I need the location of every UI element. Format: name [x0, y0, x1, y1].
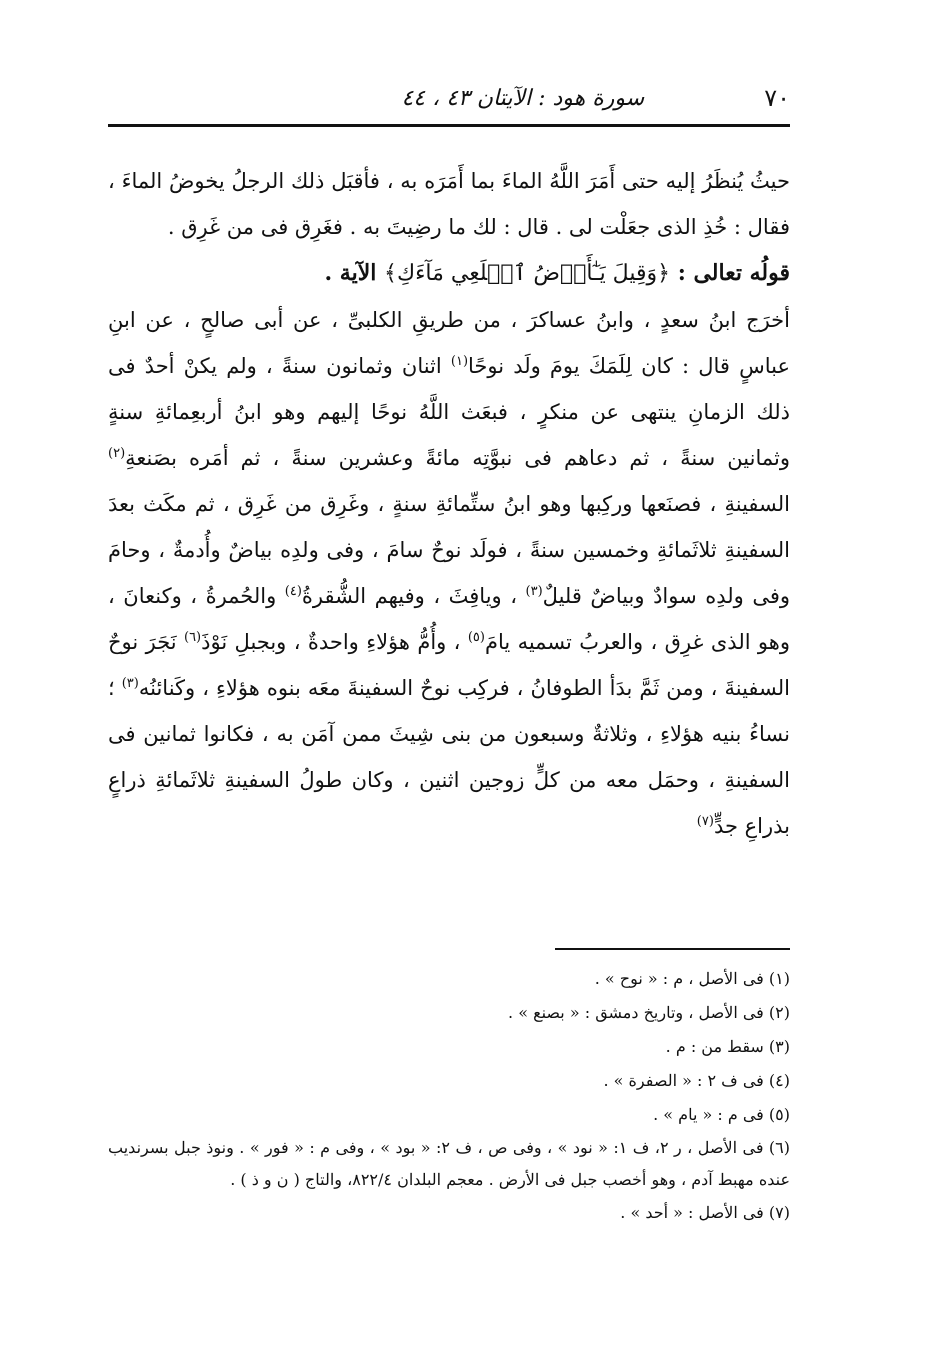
paragraph-2	[108, 297, 790, 849]
verse-heading-label: قولُه تعالى :	[677, 260, 790, 286]
paragraph-2-text: السفينةِ ، فصنَعها وركِبها وهو ابنُ ستِّمائةِ سنةٍ ، وغَرِق من غَرِق ، ثم مكَث بعدَ السفينةِ ثلاثَمائةِ وخمسين سنةً ، فولَد نوحٌ سامَ ، وفى ولدِه بياضٌ وأُدمةٌ ، وحامَ وفى ولدِه سوادٌ وبياضٌ قليلٌ	[108, 492, 791, 608]
paragraph-2-text: اثنان وثمانون سنةً ، ولم يكنْ أحدٌ فى ذلك الزمانِ ينتهى عن منكرٍ ، فبعَث اللَّهُ نوحًا إليهم وهو ابنُ أربعِمائةِ سنةٍ وثمانين سنةً ، ثم دعاهم فى نبوَّتِه مائةً وعشرين سنةً ، ثم أمَره بصَنعةِ	[108, 354, 790, 470]
footnote-marker: (٦)	[183, 630, 202, 645]
quran-verse: ﴿وَقِيلَ يَـٰٓأَرۡضُ ٱبۡلَعِي مَآءَكِ﴾	[384, 261, 671, 286]
paragraph-2-text: ، وأُمُّ هؤلاءِ واحدةٌ ، وبجبلِ نَوْذَ	[201, 630, 468, 654]
main-text	[108, 158, 790, 849]
footnote-marker: (١)	[450, 354, 469, 369]
page-header	[108, 78, 790, 118]
footnote-4: (٤) فى ف ٢ : « الصفرة » .	[603, 1071, 790, 1090]
footnote-7: (٧) فى الأصل : « أحد » .	[620, 1203, 790, 1222]
footnote-marker: (٣)	[121, 676, 139, 691]
footnote-5: (٥) فى م : « يام » .	[653, 1105, 790, 1124]
paragraph-1: حيثُ يُنظَرُ إليه حتى أَمَرَ اللَّهُ الماءَ بما أَمَرَه به ، فأقبَل ذلك الرجلُ يخوضُ الماءَ ، فقال : خُذِ الذى جعَلْت لى . قال : لك ما رضِيتَ به . فغَرِق فى من غَرِق .	[108, 169, 790, 239]
page-number: ٧٠	[764, 84, 790, 112]
verse-heading-tail: الآية .	[324, 260, 377, 286]
footnotes	[108, 962, 790, 1230]
paragraph-2-text: والحُمرةُ ، وكنعانَ ، وهو الذى غرِق ، والعربُ تسميه يامَ	[108, 584, 791, 654]
paragraph-2-text: أخرَج ابنُ سعدٍ ، وابنُ عساكرَ ، من طريقِ الكلبىِّ ، عن أبى صالحٍ ، عن ابنِ عباسٍ قال : كان لِلَمَكَ يومَ ولَد نوحًا	[108, 308, 790, 378]
paragraph-2-text: ؛ نساءُ بنيه هؤلاءِ ، وثلاثةٌ وسبعون من بنى شِيثَ ممن آمَن به ، فكانوا ثمانين فى السفينةِ ، وحمَل معه من كلٍّ زوجين اثنين ، وكان طولُ السفينةِ ثلاثَمائةِ ذراعٍ بذراعِ جدٍّ	[108, 676, 790, 838]
footnote-marker: (٧)	[696, 814, 714, 829]
footnote-3: (٣) سقط من : م .	[665, 1037, 790, 1056]
running-head: سورة هود : الآيتان ٤٣ ، ٤٤	[401, 85, 645, 111]
header-rule	[108, 124, 790, 127]
footnote-marker: (٢)	[108, 446, 126, 461]
footnote-1: (١) فى الأصل ، م : « نوح » .	[594, 969, 790, 988]
paragraph-2-text: نَجَرَ نوحٌ السفينةَ ، ومن ثَمَّ بدَأ الطوفانُ ، فركِب نوحٌ السفينةَ معَه بنوه هؤلاءِ ، وكَنائنُه	[108, 630, 790, 700]
footnote-marker: (٤)	[284, 584, 302, 599]
footnote-marker: (٥)	[467, 630, 485, 645]
footnote-6: (٦) فى الأصل ، ر ٢، ف ١: « نود » ، وفى ص ، ف ٢: « بود » ، وفى م : « فور » . ونوذ جبل بسرنديب عنده مهبط آدم ، وهو أخصب جبل فى الأرض . معجم البلدان ٨٢٢/٤، والتاج ( ن و ذ ) .	[108, 1138, 791, 1189]
footnote-2: (٢) فى الأصل ، وتاريخ دمشق : « بصنع » .	[508, 1003, 790, 1022]
verse-heading	[108, 250, 790, 297]
footnote-marker: (٣)	[525, 584, 543, 599]
paragraph-2-text: ، ويافِثَ ، وفيهم الشُّقرةُ	[301, 584, 526, 608]
footnote-separator	[555, 948, 790, 950]
